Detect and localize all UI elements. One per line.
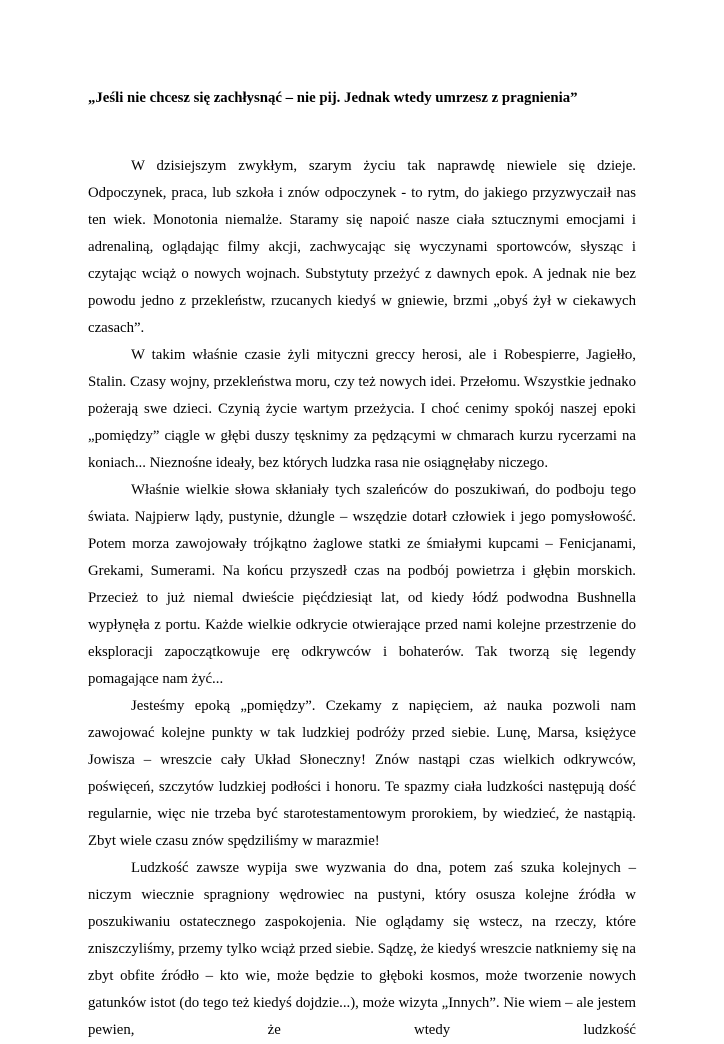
paragraph: Ludzkość zawsze wypija swe wyzwania do dna, potem zaś szuka kolejnych – niczym wiecznie spragniony wędrowiec na pustyni, który osusza kolejne źródła w poszukiwaniu ostatecznego zaspokojenia. Nie oglądamy się wstecz, na rzeczy, które zniszczyliśmy, przemy tylko wciąż przed siebie. Sądzę, że kiedyś wreszcie natkniemy się na zbyt obfite źródło – kto wie, może będzie to głęboki kosmos, może tworzenie nowych gatunków istot (do tego też kiedyś dojdzie...), może wizyta „Innych”. Nie wiem – ale jestem pewien, że wtedy ludzkość: [88, 860, 636, 1038]
paragraph: Właśnie wielkie słowa skłaniały tych szaleńców do poszukiwań, do podboju tego świata. Najpierw lądy, pustynie, dżungle – wszędzie dotarł człowiek i jego pomysłowość. Potem morza zawojowały trójkątno żaglowe statki ze śmiałymi kupcami – Fenicjanami, Grekami, Sumerami. Na końcu przyszedł czas na podbój powietrza i głębin morskich. Przecież to już niemal dwieście pięćdziesiąt lat, od kiedy łódź podwodna Bushnella wypłynęła z portu. Każde wielkie odkrycie otwierające przed nami kolejne przestrzenie do eksploracji zapoczątkowuje erę odkrywców i bohaterów. Tak tworzą się legendy pomagające nam żyć...: [88, 482, 636, 687]
paragraph: W takim właśnie czasie żyli mityczni greccy herosi, ale i Robespierre, Jagiełło, Stalin. Czasy wojny, przekleństwa moru, czy też nowych idei. Przełomu. Wszystkie jednako pożerają swe dzieci. Czynią życie wartym przeżycia. I choć cenimy spokój naszej epoki „pomiędzy” ciągle w głębi duszy tęsknimy za pędzącymi w chmarach kurzu rycerzami na koniach... Nieznośne ideały, bez których ludzka rasa nie osiągnęłaby niczego.: [88, 347, 636, 471]
paragraph: W dzisiejszym zwykłym, szarym życiu tak naprawdę niewiele się dzieje. Odpoczynek, praca, lub szkoła i znów odpoczynek - to rytm, do jakiego przyzwyczaił nas ten wiek. Monotonia niemalże. Staramy się napoić nasze ciała sztucznymi emocjami i adrenaliną, oglądając filmy akcji, zachwycając się wyczynami sportowców, słysząc i czytając wciąż o nowych wojnach. Substytuty przeżyć z dawnych epok. A jednak nie bez powodu jedno z przekleństw, rzucanych kiedyś w gniewie, brzmi „obyś żył w ciekawych czasach”.: [88, 158, 636, 336]
document-title: „Jeśli nie chcesz się zachłysnąć – nie pij. Jednak wtedy umrzesz z pragnienia”: [88, 90, 578, 106]
document-body: [88, 153, 636, 1044]
paragraph: Jesteśmy epoką „pomiędzy”. Czekamy z napięciem, aż nauka pozwoli nam zawojować kolejne punkty w tak ludzkiej podróży przed siebie. Lunę, Marsa, księżyce Jowisza – wreszcie cały Układ Słoneczny! Znów nastąpi czas wielkich odkrywców, poświęceń, szczytów ludzkiej podłości i honoru. Te spazmy ciała ludzkości następują dość regularnie, więc nie trzeba być starotestamentowym prorokiem, by wiedzieć, że nastąpią. Zbyt wiele czasu znów spędziliśmy w marazmie!: [88, 698, 636, 849]
